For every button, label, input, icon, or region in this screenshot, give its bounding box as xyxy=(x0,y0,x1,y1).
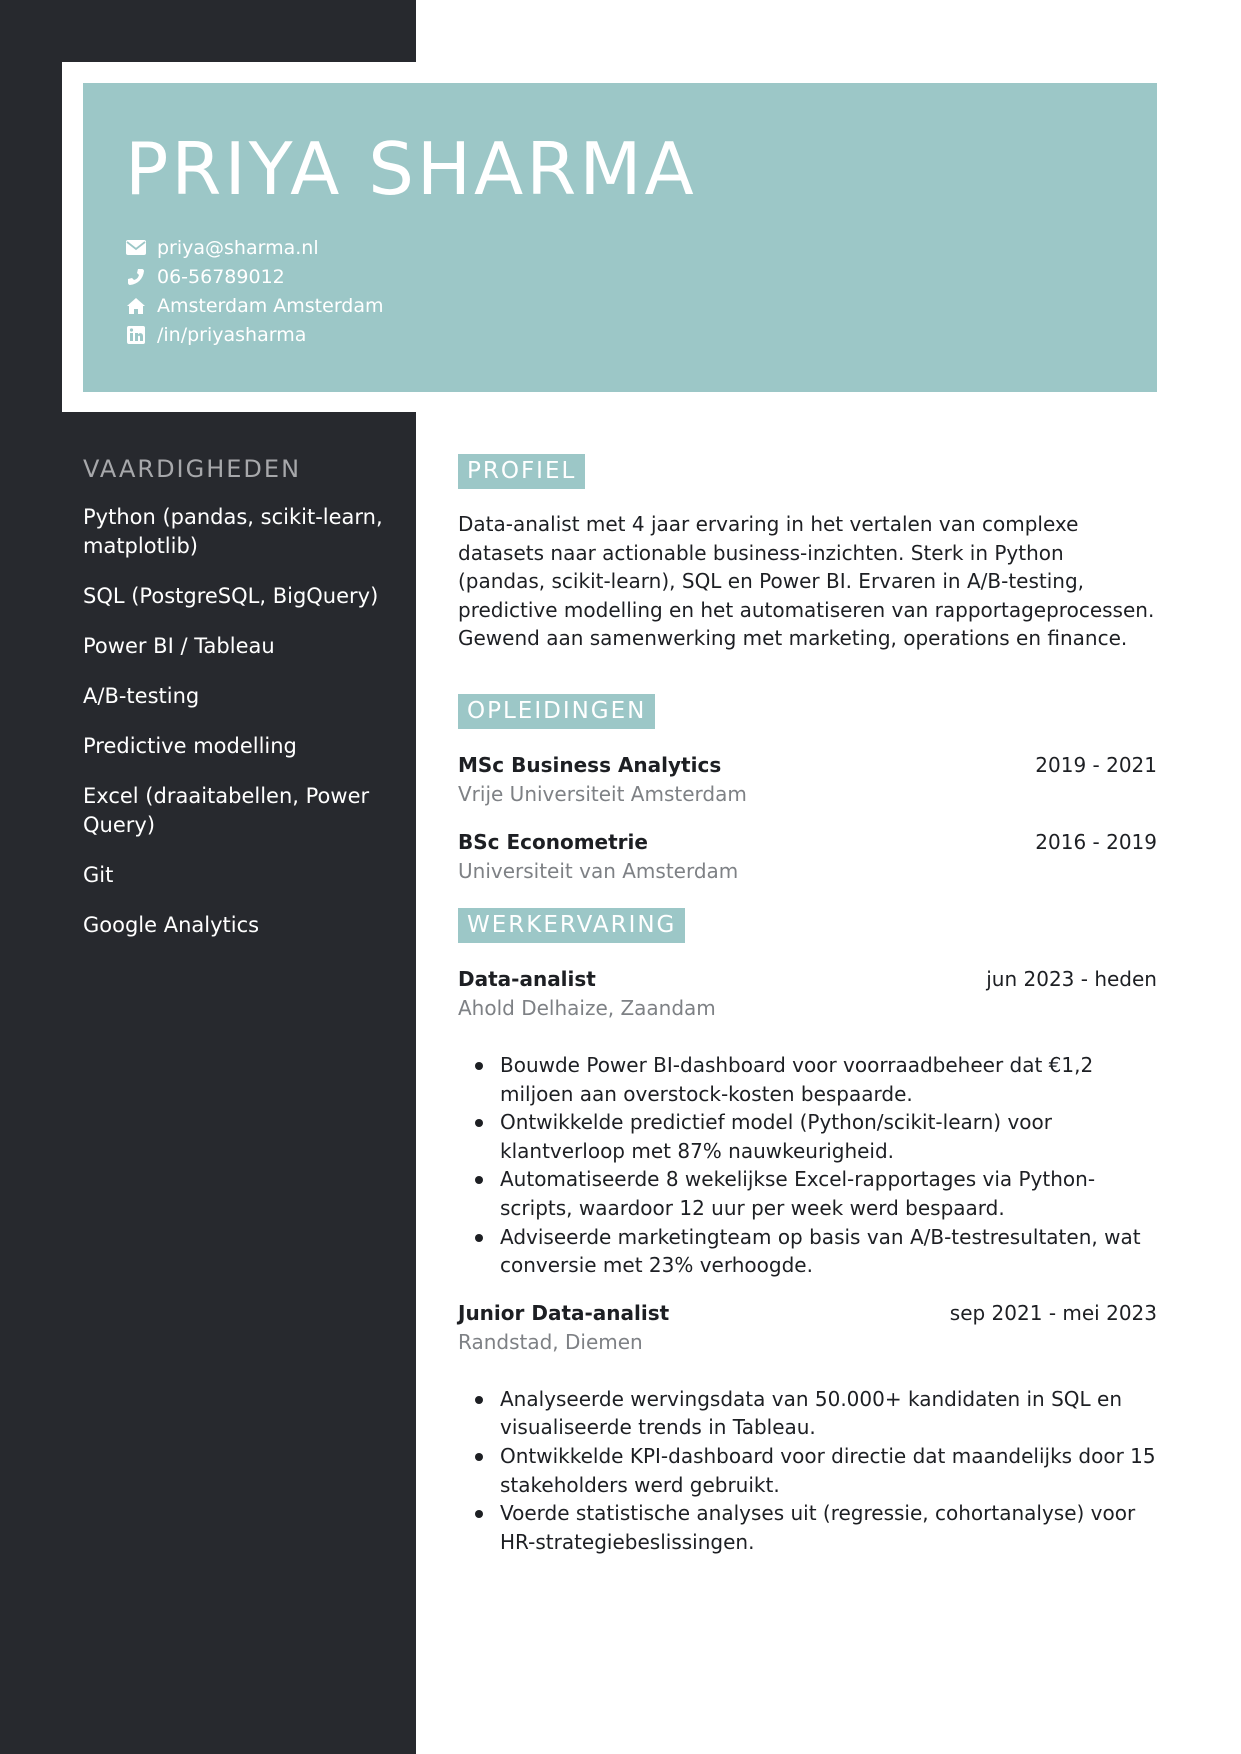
profile-heading: PROFIEL xyxy=(458,454,585,489)
candidate-name: PRIYA SHARMA xyxy=(125,127,697,211)
skill-item: A/B-testing xyxy=(83,684,200,708)
bullet-item: Adviseerde marketingteam op basis van A/B-testresultaten, wat conversie met 23% verhoogde. xyxy=(458,1223,1157,1280)
skill-item: Excel (draaitabellen, Power Query) xyxy=(83,784,370,837)
contact-address-text: Amsterdam Amsterdam xyxy=(157,294,384,317)
degree-title: MSc Business Analytics xyxy=(458,752,722,777)
job-entry xyxy=(458,965,1157,1280)
contact-email[interactable] xyxy=(125,233,384,262)
bullet-item: Bouwde Power BI-dashboard voor voorraadbeheer dat €1,2 miljoen aan overstock-kosten bespaarde. xyxy=(458,1051,1157,1108)
contact-phone-text: 06-56789012 xyxy=(157,265,285,288)
education-item xyxy=(458,828,1157,886)
job-period: sep 2021 - mei 2023 xyxy=(949,1300,1157,1325)
school-name: Universiteit van Amsterdam xyxy=(458,858,739,883)
education-section xyxy=(458,694,1157,886)
skill-item: Google Analytics xyxy=(83,913,260,937)
education-period: 2019 - 2021 xyxy=(1035,752,1157,777)
skills-heading: VAARDIGHEDEN xyxy=(83,455,302,483)
phone-icon xyxy=(125,267,147,287)
bullet-item: Automatiseerde 8 wekelijkse Excel-rapportages via Python-scripts, waardoor 12 uur per week werd bespaard. xyxy=(458,1165,1157,1222)
bullet-item: Analyseerde wervingsdata van 50.000+ kandidaten in SQL en visualiseerde trends in Tableau. xyxy=(458,1385,1157,1442)
job-company: Ahold Delhaize, Zaandam xyxy=(458,995,716,1020)
profile-text: Data-analist met 4 jaar ervaring in het vertalen van complexe datasets naar actionable business-inzichten. Sterk in Python (pandas, scikit-learn), SQL en Power BI. Ervaren in A/B-testing, predictive modelling en het automatiseren van rapportageprocessen. Gewend aan samenwerking met marketing, operations en finance. xyxy=(458,512,1155,651)
envelope-icon xyxy=(125,238,147,258)
home-icon xyxy=(125,296,147,316)
contact-phone[interactable] xyxy=(125,262,384,291)
contact-address xyxy=(125,291,384,320)
main-content xyxy=(458,454,1157,1575)
linkedin-icon xyxy=(125,325,147,345)
job-bullets xyxy=(458,1385,1157,1557)
job-role: Junior Data-analist xyxy=(458,1300,670,1325)
job-bullets xyxy=(458,1051,1157,1280)
skill-item: Predictive modelling xyxy=(83,734,297,758)
job-role: Data-analist xyxy=(458,966,596,991)
skill-item: Python (pandas, scikit-learn, matplotlib) xyxy=(83,505,383,558)
experience-section xyxy=(458,908,1157,1556)
job-company: Randstad, Diemen xyxy=(458,1329,643,1354)
skill-item: Git xyxy=(83,863,114,887)
degree-title: BSc Econometrie xyxy=(458,829,648,854)
education-heading: OPLEIDINGEN xyxy=(458,694,655,729)
contact-linkedin-text: /in/priyasharma xyxy=(157,323,307,346)
education-item xyxy=(458,751,1157,809)
job-period: jun 2023 - heden xyxy=(986,966,1157,991)
profile-section xyxy=(458,454,1157,653)
education-period: 2016 - 2019 xyxy=(1035,829,1157,854)
header-banner xyxy=(83,83,1157,392)
skills-sidebar xyxy=(83,455,393,961)
contact-email-text: priya@sharma.nl xyxy=(157,236,319,259)
bullet-item: Voerde statistische analyses uit (regressie, cohortanalyse) voor HR-strategiebeslissingen. xyxy=(458,1499,1157,1556)
bullet-item: Ontwikkelde KPI-dashboard voor directie dat maandelijks door 15 stakeholders werd gebruikt. xyxy=(458,1442,1157,1499)
bullet-item: Ontwikkelde predictief model (Python/scikit-learn) voor klantverloop met 87% nauwkeurigheid. xyxy=(458,1108,1157,1165)
school-name: Vrije Universiteit Amsterdam xyxy=(458,781,747,806)
skill-item: Power BI / Tableau xyxy=(83,634,275,658)
experience-heading: WERKERVARING xyxy=(458,908,685,943)
skill-item: SQL (PostgreSQL, BigQuery) xyxy=(83,584,379,608)
job-entry xyxy=(458,1299,1157,1557)
contact-linkedin[interactable] xyxy=(125,320,384,349)
contact-list xyxy=(125,233,384,349)
